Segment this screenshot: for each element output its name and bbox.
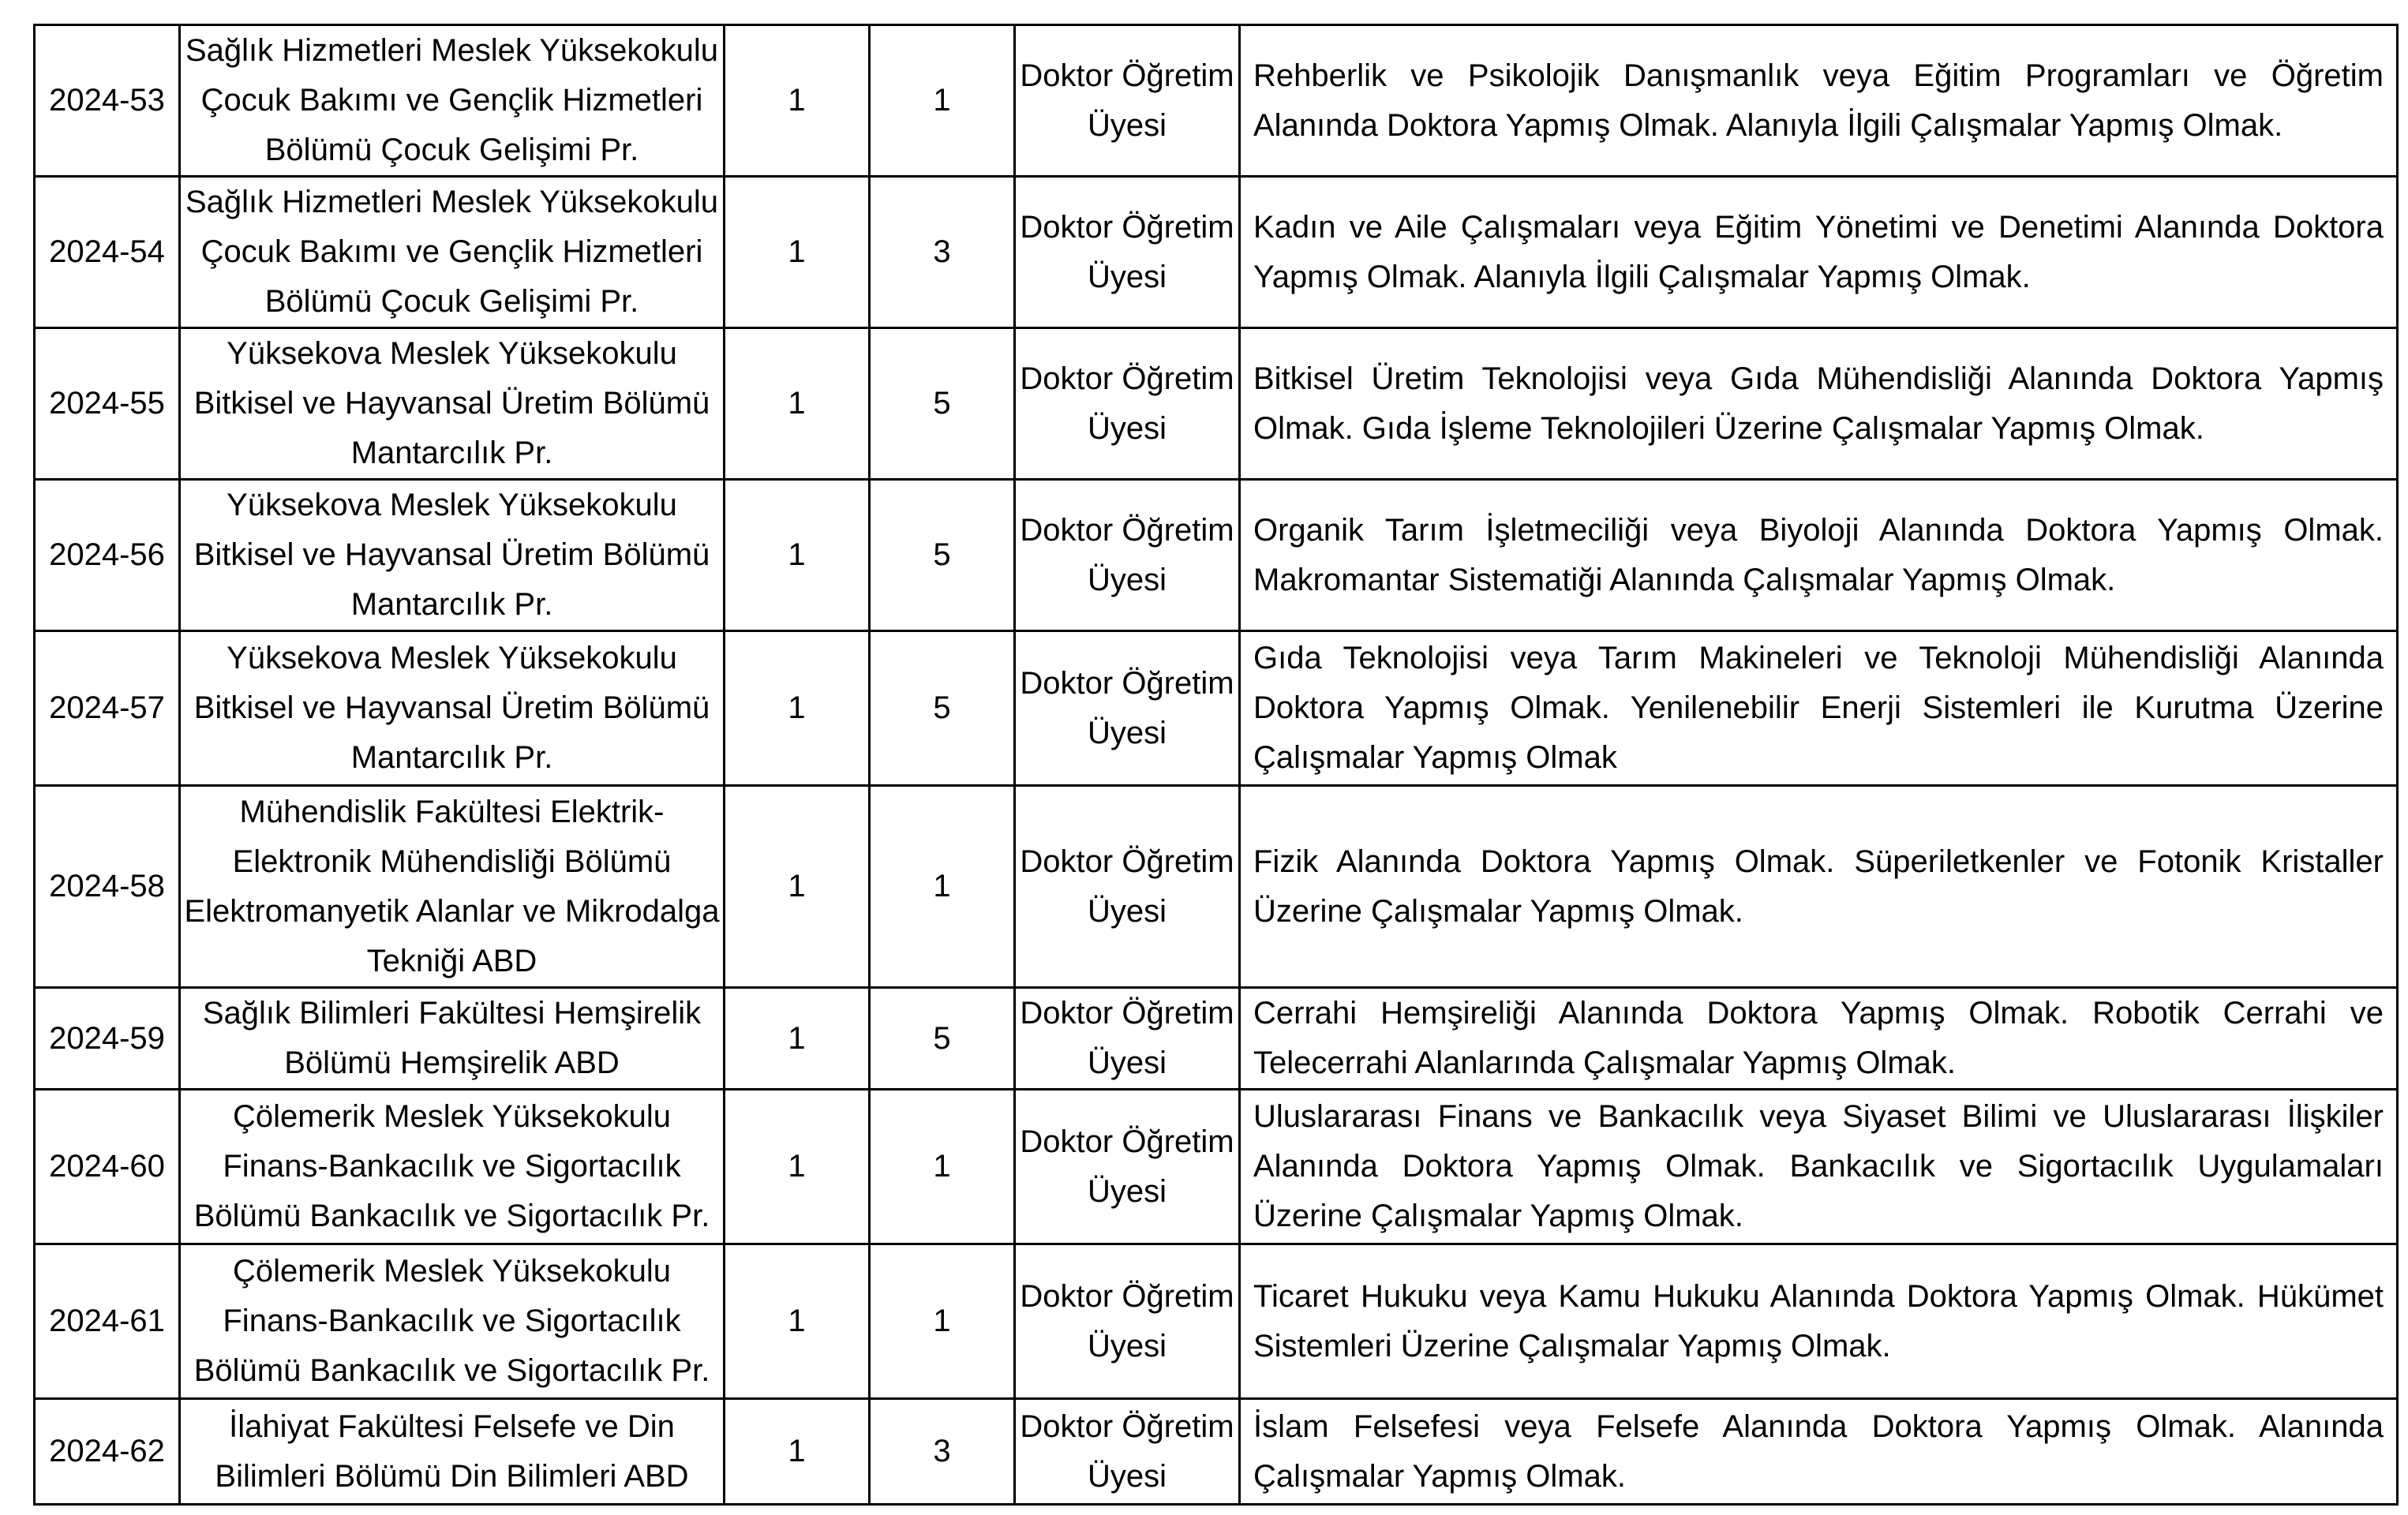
academic-unit-cell xyxy=(180,1244,725,1399)
staff-title-cell xyxy=(1015,25,1240,177)
requirement-cell: Uluslararası Finans ve Bankacılık veya Siyaset Bilimi ve Uluslararası İlişkiler Alanında Doktora Yapmış Olmak. Bankacılık ve Sigortacılık Uygulamaları Üzerine Çalışmalar Yapmış Olmak. xyxy=(1240,1090,2398,1244)
degree-cell: 1 xyxy=(870,25,1015,177)
degree-cell: 5 xyxy=(870,480,1015,631)
table-row xyxy=(35,988,2398,1090)
academic-unit-line: Tekniği ABD xyxy=(366,943,537,978)
staff-title-line: Doktor Öğretim xyxy=(1020,1124,1234,1159)
academic-unit-line: Bölümü Hemşirelik ABD xyxy=(284,1046,620,1080)
degree-cell: 1 xyxy=(870,1244,1015,1399)
table-row xyxy=(35,1090,2398,1244)
academic-unit-cell xyxy=(180,328,725,480)
staff-title-line: Doktor Öğretim xyxy=(1020,209,1234,245)
table-row xyxy=(35,631,2398,786)
position-count-cell: 1 xyxy=(725,786,870,988)
academic-unit-line: Yüksekova Meslek Yüksekokulu xyxy=(227,641,677,675)
requirement-cell: Bitkisel Üretim Teknolojisi veya Gıda Mühendisliği Alanında Doktora Yapmış Olmak. Gıda İşleme Teknolojileri Üzerine Çalışmalar Yapmış Olmak. xyxy=(1240,328,2398,480)
table-body xyxy=(35,25,2398,1505)
position-count-cell: 1 xyxy=(725,328,870,480)
position-code-cell: 2024-62 xyxy=(35,1399,180,1505)
academic-unit-cell xyxy=(180,177,725,328)
academic-unit-line: Elektronik Mühendisliği Bölümü xyxy=(232,844,672,879)
staff-title-cell xyxy=(1015,177,1240,328)
academic-unit-cell xyxy=(180,786,725,988)
position-count-cell: 1 xyxy=(725,1399,870,1505)
position-code-cell: 2024-56 xyxy=(35,480,180,631)
academic-unit-line: İlahiyat Fakültesi Felsefe ve Din xyxy=(229,1408,675,1444)
academic-unit-line: Mantarcılık Pr. xyxy=(350,436,553,470)
position-count-cell: 1 xyxy=(725,1090,870,1244)
table-row xyxy=(35,1399,2398,1505)
academic-unit-line: Sağlık Bilimleri Fakültesi Hemşirelik xyxy=(202,996,702,1031)
position-code-cell: 2024-57 xyxy=(35,631,180,786)
requirement-cell: Cerrahi Hemşireliği Alanında Doktora Yapmış Olmak. Robotik Cerrahi ve Telecerrahi Alanlarında Çalışmalar Yapmış Olmak. xyxy=(1240,988,2398,1090)
degree-cell: 3 xyxy=(870,1399,1015,1505)
academic-unit-line: Bitkisel ve Hayvansal Üretim Bölümü xyxy=(193,690,710,725)
table-row xyxy=(35,25,2398,177)
staff-title-cell xyxy=(1015,988,1240,1090)
position-code-cell: 2024-54 xyxy=(35,177,180,328)
position-code-cell: 2024-58 xyxy=(35,786,180,988)
position-count-cell: 1 xyxy=(725,480,870,631)
staff-title-line: Doktor Öğretim xyxy=(1020,1278,1234,1314)
academic-unit-line: Yüksekova Meslek Yüksekokulu xyxy=(227,488,677,522)
position-count-cell: 1 xyxy=(725,177,870,328)
table-row xyxy=(35,786,2398,988)
staff-title-line: Doktor Öğretim xyxy=(1020,512,1234,548)
staff-title-line: Üyesi xyxy=(1087,1458,1167,1494)
academic-unit-line: Bölümü Bankacılık ve Sigortacılık Pr. xyxy=(193,1353,710,1388)
position-count-cell: 1 xyxy=(725,25,870,177)
academic-unit-line: Bölümü Çocuk Gelişimi Pr. xyxy=(264,284,639,319)
table-row xyxy=(35,1244,2398,1399)
academic-unit-cell xyxy=(180,1090,725,1244)
staff-title-line: Üyesi xyxy=(1087,893,1167,929)
academic-unit-line: Sağlık Hizmetleri Meslek Yüksekokulu xyxy=(185,33,719,68)
position-code-cell: 2024-60 xyxy=(35,1090,180,1244)
staff-title-line: Üyesi xyxy=(1087,107,1167,143)
academic-unit-line: Çölemerik Meslek Yüksekokulu xyxy=(232,1099,672,1134)
academic-unit-line: Finans-Bankacılık ve Sigortacılık xyxy=(223,1149,681,1184)
position-code-cell: 2024-59 xyxy=(35,988,180,1090)
staff-title-line: Doktor Öğretim xyxy=(1020,58,1234,93)
staff-title-cell xyxy=(1015,328,1240,480)
academic-unit-line: Yüksekova Meslek Yüksekokulu xyxy=(227,336,677,371)
academic-unit-cell xyxy=(180,1399,725,1505)
degree-cell: 1 xyxy=(870,786,1015,988)
academic-unit-line: Bölümü Çocuk Gelişimi Pr. xyxy=(264,133,639,167)
requirement-cell: Rehberlik ve Psikolojik Danışmanlık veya Eğitim Programları ve Öğretim Alanında Doktora Yapmış Olmak. Alanıyla İlgili Çalışmalar Yapmış Olmak. xyxy=(1240,25,2398,177)
academic-unit-cell xyxy=(180,25,725,177)
staff-title-cell xyxy=(1015,1244,1240,1399)
academic-unit-line: Bitkisel ve Hayvansal Üretim Bölümü xyxy=(193,537,710,572)
academic-unit-line: Mühendislik Fakültesi Elektrik- xyxy=(239,794,665,829)
academic-unit-line: Mantarcılık Pr. xyxy=(350,587,553,622)
requirement-cell: Gıda Teknolojisi veya Tarım Makineleri ve Teknoloji Mühendisliği Alanında Doktora Yapmış Olmak. Yenilenebilir Enerji Sistemleri ile Kurutma Üzerine Çalışmalar Yapmış Olmak xyxy=(1240,631,2398,786)
academic-unit-line: Elektromanyetik Alanlar ve Mikrodalga xyxy=(184,893,720,929)
staff-title-cell xyxy=(1015,786,1240,988)
staff-title-line: Doktor Öğretim xyxy=(1020,361,1234,396)
staff-title-line: Doktor Öğretim xyxy=(1020,996,1234,1031)
table-row xyxy=(35,328,2398,480)
staff-title-cell xyxy=(1015,480,1240,631)
degree-cell: 5 xyxy=(870,988,1015,1090)
position-count-cell: 1 xyxy=(725,1244,870,1399)
staff-title-line: Üyesi xyxy=(1087,1173,1167,1209)
position-code-cell: 2024-53 xyxy=(35,25,180,177)
staff-title-line: Üyesi xyxy=(1087,715,1167,750)
staff-title-line: Üyesi xyxy=(1087,410,1167,446)
requirement-cell: İslam Felsefesi veya Felsefe Alanında Doktora Yapmış Olmak. Alanında Çalışmalar Yapmış Olmak. xyxy=(1240,1399,2398,1505)
position-code-cell: 2024-55 xyxy=(35,328,180,480)
staff-title-line: Doktor Öğretim xyxy=(1020,844,1234,879)
academic-unit-line: Çocuk Bakımı ve Gençlik Hizmetleri xyxy=(200,83,703,118)
staff-title-cell xyxy=(1015,631,1240,786)
staff-title-line: Üyesi xyxy=(1087,562,1167,597)
degree-cell: 5 xyxy=(870,631,1015,786)
staff-title-cell xyxy=(1015,1090,1240,1244)
position-count-cell: 1 xyxy=(725,988,870,1090)
degree-cell: 5 xyxy=(870,328,1015,480)
academic-unit-line: Çölemerik Meslek Yüksekokulu xyxy=(232,1254,672,1289)
academic-unit-cell xyxy=(180,988,725,1090)
requirement-cell: Kadın ve Aile Çalışmaları veya Eğitim Yönetimi ve Denetimi Alanında Doktora Yapmış Olmak. Alanıyla İlgili Çalışmalar Yapmış Olmak. xyxy=(1240,177,2398,328)
staff-title-line: Üyesi xyxy=(1087,259,1167,294)
degree-cell: 1 xyxy=(870,1090,1015,1244)
staff-title-line: Doktor Öğretim xyxy=(1020,665,1234,701)
academic-unit-line: Çocuk Bakımı ve Gençlik Hizmetleri xyxy=(200,234,703,269)
requirement-cell: Fizik Alanında Doktora Yapmış Olmak. Süperiletkenler ve Fotonik Kristaller Üzerine Çalışmalar Yapmış Olmak. xyxy=(1240,786,2398,988)
staff-title-line: Doktor Öğretim xyxy=(1020,1408,1234,1444)
academic-unit-line: Mantarcılık Pr. xyxy=(350,740,553,775)
academic-unit-line: Bitkisel ve Hayvansal Üretim Bölümü xyxy=(193,386,710,421)
academic-unit-cell xyxy=(180,480,725,631)
requirement-cell: Ticaret Hukuku veya Kamu Hukuku Alanında Doktora Yapmış Olmak. Hükümet Sistemleri Üzerine Çalışmalar Yapmış Olmak. xyxy=(1240,1244,2398,1399)
position-count-cell: 1 xyxy=(725,631,870,786)
academic-unit-line: Bölümü Bankacılık ve Sigortacılık Pr. xyxy=(193,1199,710,1233)
academic-unit-line: Bilimleri Bölümü Din Bilimleri ABD xyxy=(215,1458,689,1494)
requirement-cell: Organik Tarım İşletmeciliği veya Biyoloji Alanında Doktora Yapmış Olmak. Makromantar Sistematiği Alanında Çalışmalar Yapmış Olmak. xyxy=(1240,480,2398,631)
academic-unit-line: Sağlık Hizmetleri Meslek Yüksekokulu xyxy=(185,185,719,219)
positions-table xyxy=(33,24,2399,1506)
staff-title-line: Üyesi xyxy=(1087,1046,1167,1080)
staff-title-cell xyxy=(1015,1399,1240,1505)
position-code-cell: 2024-61 xyxy=(35,1244,180,1399)
degree-cell: 3 xyxy=(870,177,1015,328)
academic-unit-line: Finans-Bankacılık ve Sigortacılık xyxy=(223,1304,681,1338)
table-row xyxy=(35,480,2398,631)
academic-unit-cell xyxy=(180,631,725,786)
staff-title-line: Üyesi xyxy=(1087,1328,1167,1364)
table-row xyxy=(35,177,2398,328)
